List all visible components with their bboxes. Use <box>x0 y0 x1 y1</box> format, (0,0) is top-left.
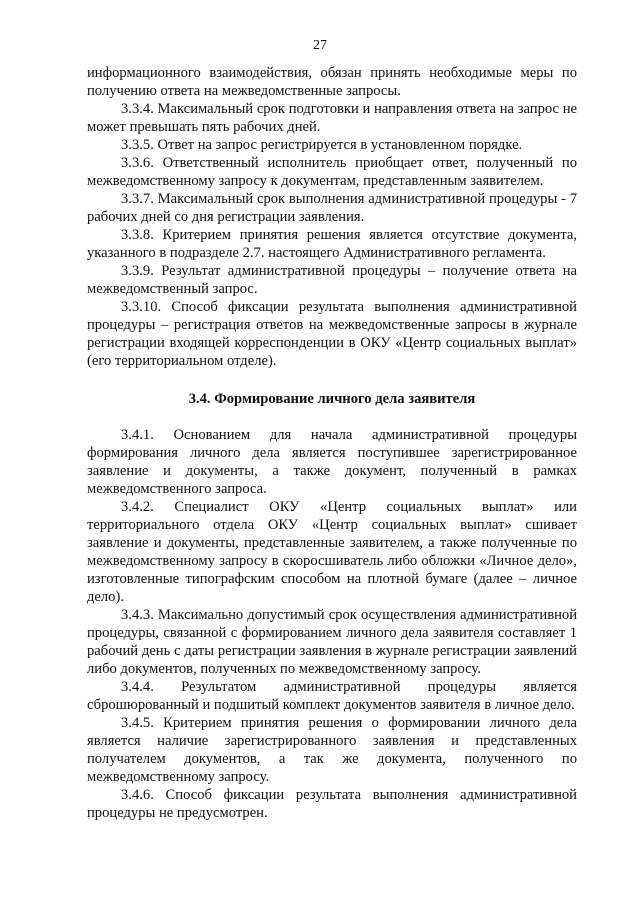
paragraph-3-3-9: 3.3.9. Результат административной процедуры – получение ответа на межведомственный запрос. <box>87 263 577 297</box>
page-number: 27 <box>313 38 327 53</box>
paragraph-3-4-6: 3.4.6. Способ фиксации результата выполнения административной процедуры не предусмотрен. <box>87 787 577 821</box>
paragraph-3-4-2: 3.4.2. Специалист ОКУ «Центр социальных выплат» или территориального отдела ОКУ «Центр социальных выплат» сшивает заявление и документы, представленные заявителем, а также полученные по межведомственному запросу в скоросшиватель либо обложки «Личное дело», изготовленные типографским способом на плотной бумаге (далее – личное дело). <box>87 499 577 605</box>
paragraph-3-3-8: 3.3.8. Критерием принятия решения является отсутствие документа, указанного в подразделе 2.7. настоящего Административного регламента. <box>87 227 577 261</box>
paragraph-3-3-10: 3.3.10. Способ фиксации результата выполнения административной процедуры – регистрация ответов на межведомственные запросы в журнале регистрации входящей корреспонденции в ОКУ «Центр социальных выплат» (его территориальном отделе). <box>87 299 577 369</box>
document-body <box>87 64 577 822</box>
paragraph-3-4-3: 3.4.3. Максимально допустимый срок осуществления административной процедуры, связанной с формированием личного дела заявителя составляет 1 рабочий день с даты регистрации заявления в журнале регистрации заявлений либо документов, полученных по межведомственному запросу. <box>87 607 577 677</box>
paragraph-continuation: информационного взаимодействия, обязан принять необходимые меры по получению ответа на межведомственные запросы. <box>87 65 577 99</box>
paragraph-3-3-5: 3.3.5. Ответ на запрос регистрируется в установленном порядке. <box>121 137 523 153</box>
section-heading: 3.4. Формирование личного дела заявителя <box>188 391 476 407</box>
paragraph-3-3-4: 3.3.4. Максимальный срок подготовки и направления ответа на запрос не может превышать пять рабочих дней. <box>87 101 577 135</box>
paragraph-3-3-6: 3.3.6. Ответственный исполнитель приобщает ответ, полученный по межведомственному запросу к документам, представленным заявителем. <box>87 155 577 189</box>
paragraph-3-4-5: 3.4.5. Критерием принятия решения о формировании личного дела является наличие зарегистрированного заявления и представленных получателем документов, а так же документа, полученного по межведомственному запросу. <box>87 715 577 785</box>
paragraph-3-4-4: 3.4.4. Результатом административной процедуры является сброшюрованный и подшитый комплект документов заявителя в личное дело. <box>87 679 577 713</box>
paragraph-3-4-1: 3.4.1. Основанием для начала административной процедуры формирования личного дела является поступившее зарегистрированное заявление и документы, а также документ, полученный в рамках межведомственного запроса. <box>87 427 577 497</box>
paragraph-3-3-7: 3.3.7. Максимальный срок выполнения административной процедуры - 7 рабочих дней со дня регистрации заявления. <box>87 191 577 225</box>
